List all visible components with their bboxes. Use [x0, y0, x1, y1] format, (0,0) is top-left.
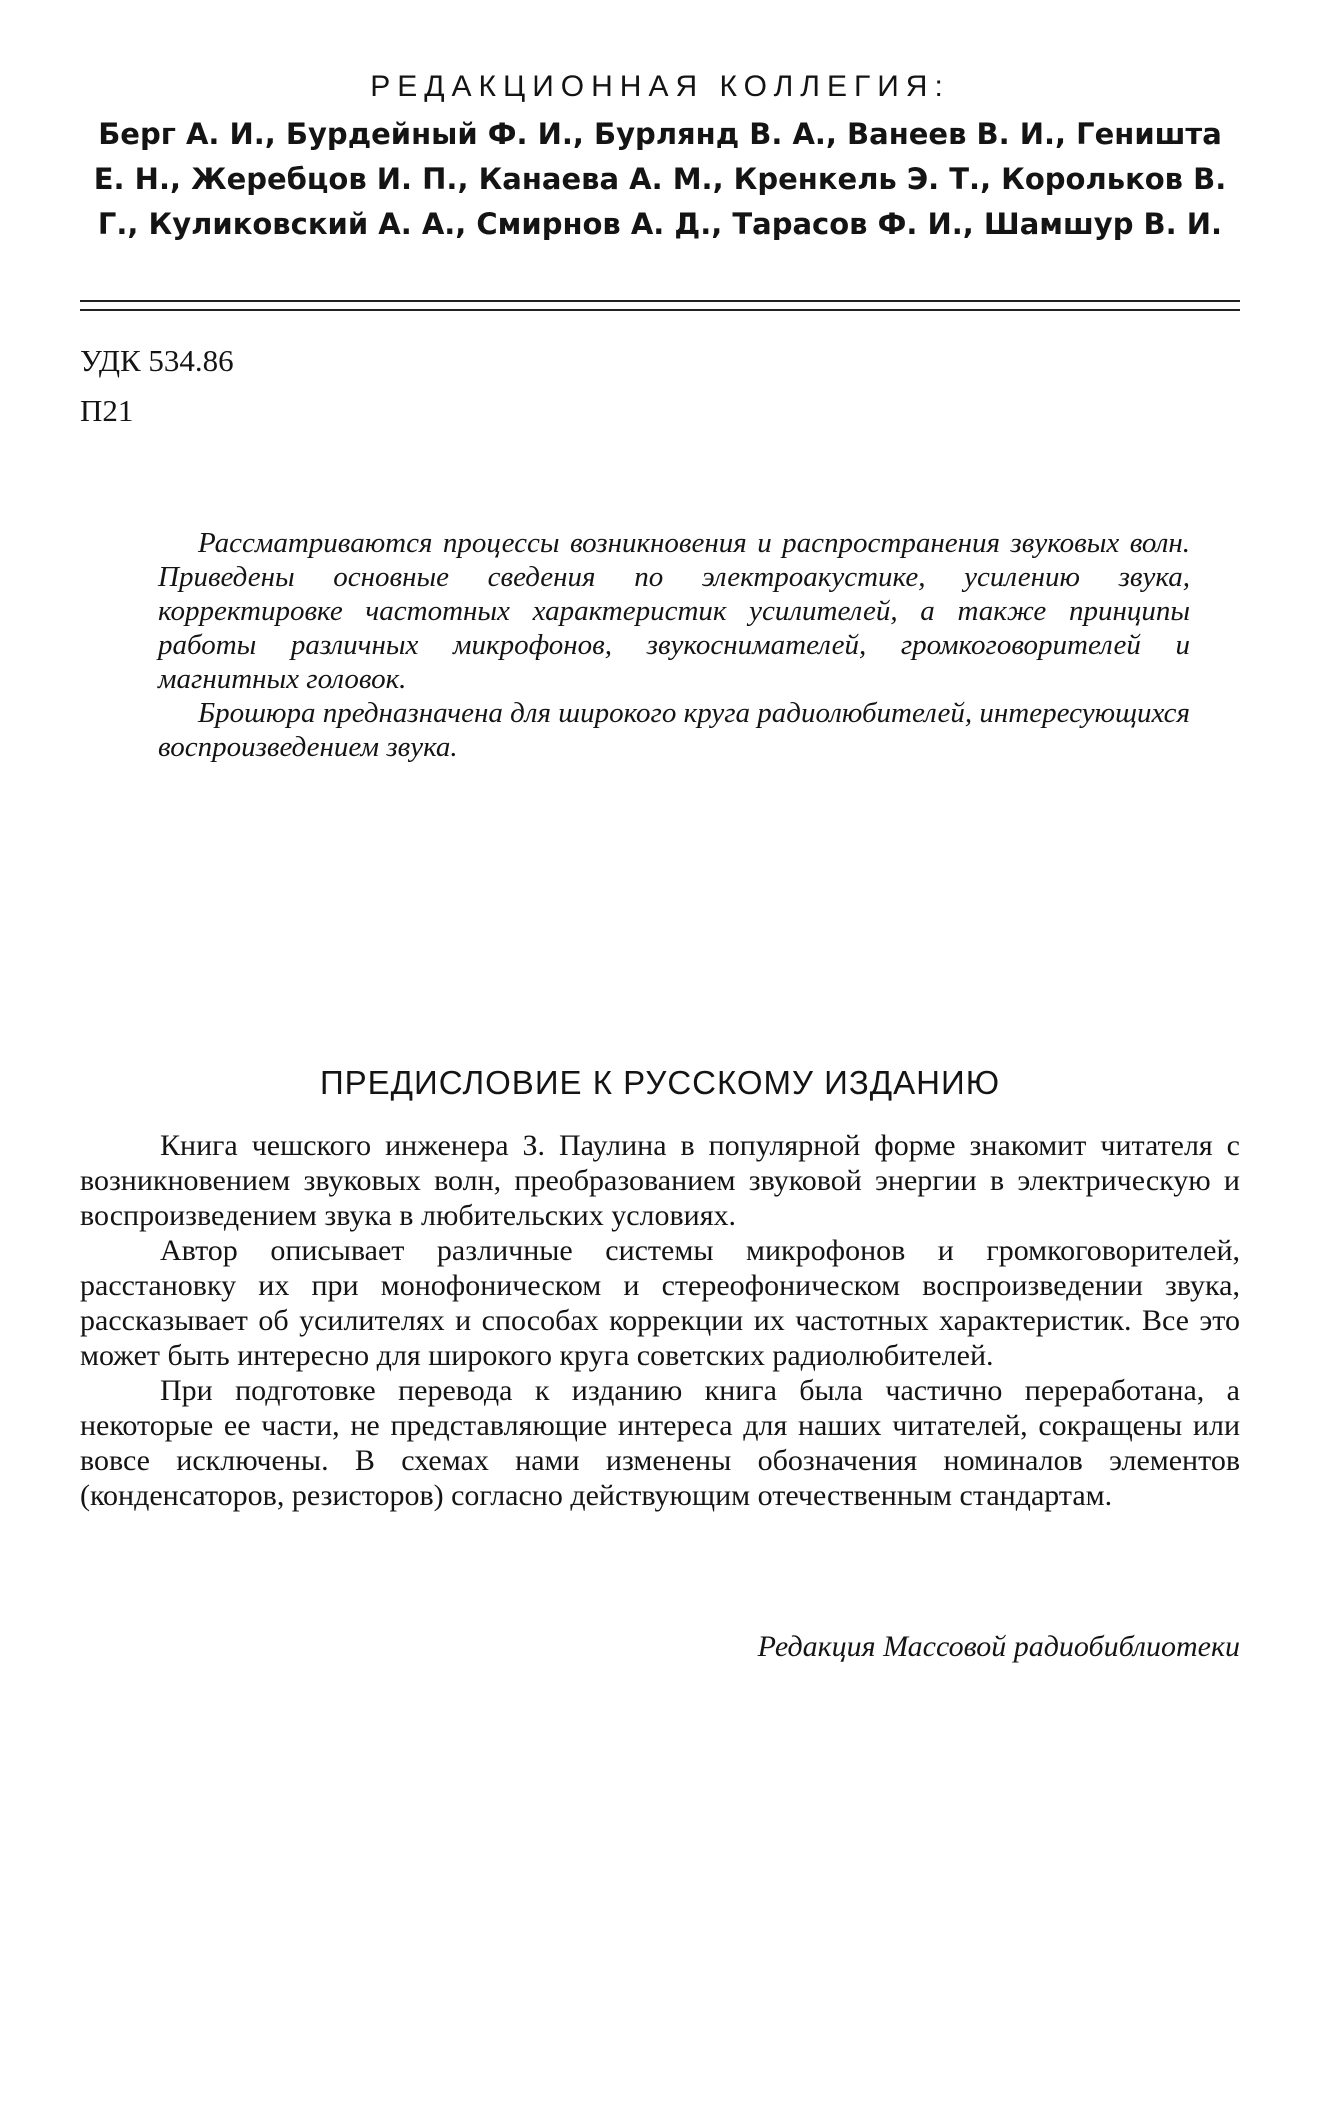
- annotation: [158, 526, 1190, 764]
- udc-code: УДК 534.86: [80, 343, 234, 378]
- annotation-paragraph: Рассматриваются процессы возникновения и распространения звуковых волн. Приведены основные сведения по электроакустике, усилению звука, корректировке частотных характеристик усилителей, а также принципы работы различных микрофонов, звукоснимателей, громкоговорителей и магнитных головок.: [158, 527, 1190, 695]
- preface-signature: Редакция Массовой радиобиблиотеки: [757, 1630, 1240, 1663]
- preface-title: ПРЕДИСЛОВИЕ К РУССКОМУ ИЗДАНИЮ: [319, 1064, 1001, 1101]
- classification-codes: [80, 336, 234, 436]
- editorial-board: [80, 70, 1240, 247]
- double-rule-top: [80, 300, 1240, 302]
- preface-paragraph: Автор описывает различные системы микрофонов и громкоговорителей, расстановку их при монофоническом и стереофоническом воспроизведении звука, рассказывает об усилителях и способах коррекции их частотных характеристик. Все это может быть интересно для широкого круга советских радиолюбителей.: [80, 1234, 1240, 1372]
- editorial-board-members: Берг А. И., Бурдейный Ф. И., Бурлянд В. А., Ванеев В. И., Геништа Е. Н., Жеребцов И. П., Канаева А. М., Кренкель Э. Т., Корольков В. Г., Куликовский А. А., Смирнов А. Д., Тарасов Ф. И., Шамшур В. И.: [93, 117, 1227, 241]
- library-index: П21: [80, 393, 134, 428]
- preface-paragraph: Книга чешского инженера З. Паулина в популярной форме знакомит читателя с возникновением звуковых волн, преобразованием звуковой энергии в электрическую и воспроизведением звука в любительских условиях.: [80, 1129, 1240, 1232]
- editorial-board-heading: РЕДАКЦИОННАЯ КОЛЛЕГИЯ:: [370, 70, 950, 103]
- preface-paragraph: При подготовке перевода к изданию книга была частично переработана, а некоторые ее части, не представляющие интереса для наших читателей, сокращены или вовсе исключены. В схемах нами изменены обозначения номиналов элементов (конденсаторов, резисторов) согласно действующим отечественным стандартам.: [80, 1374, 1240, 1512]
- double-rule-bottom: [80, 309, 1240, 311]
- preface-body: [80, 1128, 1240, 1513]
- annotation-paragraph: Брошюра предназначена для широкого круга радиолюбителей, интересующихся воспроизведением звука.: [158, 697, 1190, 763]
